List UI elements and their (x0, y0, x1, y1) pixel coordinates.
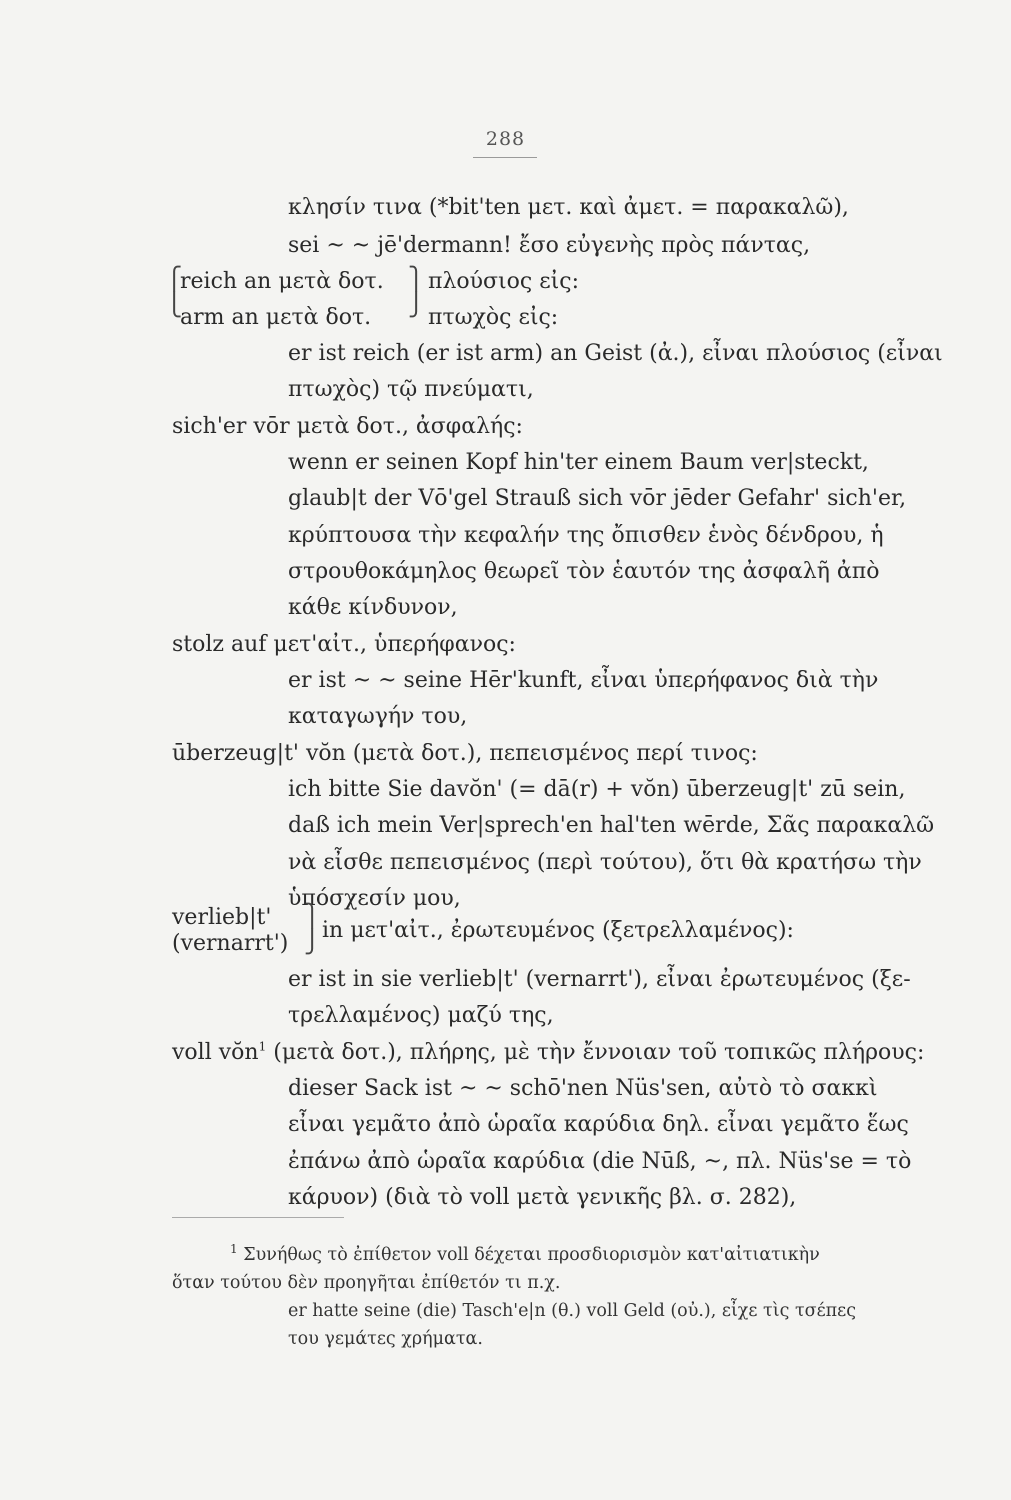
text-line: er ist reich (er ist arm) an Geist (ἀ.), εἶναι πλούσιος (εἶναι (288, 341, 943, 366)
footnote-line (230, 1244, 820, 1266)
headword-line: ūberzeug|t' vŏn (μετὰ δοτ.), πεπεισμένος περί τινος: (172, 741, 758, 766)
text-line: στρουθοκάμηλος θεωρεῖ τὸν ἑαυτόν της ἀσφαλῆ ἀπὸ (288, 559, 880, 584)
text-line: νὰ εἶσθε πεπεισμένος (περὶ τούτου), ὅτι θὰ κρατήσω τὴν (288, 850, 922, 875)
text-line: πτωχὸς εἰς: (428, 305, 559, 330)
text-line: ὑπόσχεσίν μου, (288, 886, 461, 911)
text-line: κάρυον) (διὰ τὸ voll μετὰ γενικῆς βλ. σ. 282), (288, 1185, 797, 1210)
text-line: κάθε κίνδυνον, (288, 595, 458, 620)
text-line: κρύπτουσα τὴν κεφαλήν της ὄπισθεν ἑνὸς δένδρου, ἡ (288, 523, 884, 548)
text-line: κλησίν τινα (*bit'ten μετ. καὶ ἀμετ. = παρακαλῶ), (288, 195, 849, 220)
text-line: glaub|t der Vō'gel Strauß sich vōr jēder Gefahr' sich'er, (288, 486, 907, 511)
headword-gloss: (μετὰ δοτ.), πλήρης, μὲ τὴν ἔννοιαν τοῦ τοπικῶς πλήρους: (273, 1040, 925, 1065)
headword-line: reich an μετὰ δοτ. (180, 269, 384, 294)
headword-line: sich'er vōr μετὰ δοτ., ἀσφαλής: (172, 414, 523, 439)
right-brace: ⎫ (304, 904, 321, 929)
headword-line: verlieb|t' (172, 905, 272, 930)
footnote-marker: 1 (230, 1242, 238, 1257)
text-line: dieser Sack ist ~ ~ schō'nen Nüs'sen, αὐτὸ τὸ σακκὶ (288, 1076, 878, 1101)
text-line: sei ~ ~ jē'dermann! ἔσο εὐγενὴς πρὸς πάντας, (288, 233, 811, 258)
text-line: er ist ~ ~ seine Hēr'kunft, εἶναι ὑπερήφανος διὰ τὴν (288, 668, 879, 693)
footnote-text: Συνήθως τὸ ἐπίθετον voll δέχεται προσδιορισμὸν κατ'αἰτιατικὴν (243, 1245, 820, 1265)
headword-line: (vernarrt') (172, 931, 289, 956)
text-line: ich bitte Sie davŏn' (= dā(r) + vŏn) ūberzeug|t' zū sein, (288, 777, 906, 802)
left-brace: ⎧ (166, 267, 183, 292)
headword-line: stolz auf μετ'αἰτ., ὑπερήφανος: (172, 632, 516, 657)
right-brace: ⎫ (408, 267, 425, 292)
text-line: πλούσιος εἰς: (428, 269, 579, 294)
headword-line (172, 1039, 924, 1067)
footnote-rule (172, 1217, 344, 1218)
page-number: 288 (485, 128, 526, 150)
footnote-line: του γεμάτες χρήματα. (288, 1329, 483, 1349)
text-line: καταγωγήν του, (288, 704, 468, 729)
right-brace: ⎭ (408, 293, 425, 318)
text-line: εἶναι γεμᾶτο ἀπὸ ὡραῖα καρύδια δηλ. εἶναι γεμᾶτο ἕως (288, 1112, 909, 1137)
right-brace: ⎭ (304, 930, 321, 955)
footnote-line: ὅταν τούτου δὲν προηγῆται ἐπίθετόν τι π.χ. (172, 1273, 561, 1293)
headword-line: arm an μετὰ δοτ. (180, 305, 372, 330)
page-number-rule (473, 157, 537, 158)
text-line: τρελλαμένος) μαζύ της, (288, 1003, 554, 1028)
text-line: daß ich mein Ver|sprech'en hal'ten wērde, Σᾶς παρακαλῶ (288, 813, 935, 838)
text-line: ἐπάνω ἀπὸ ὡραῖα καρύδια (die Nūß, ~, πλ. Nüs'se = τὸ (288, 1149, 912, 1174)
text-line: in μετ'αἰτ., ἐρωτευμένος (ξετρελλαμένος): (322, 918, 794, 943)
footnote-ref: 1 (258, 1039, 267, 1054)
left-brace: ⎩ (166, 293, 183, 318)
text-line: wenn er seinen Kopf hin'ter einem Baum ver|steckt, (288, 450, 869, 475)
footnote-line: er hatte seine (die) Tasch'e|n (θ.) voll Geld (οὐ.), εἶχε τὶς τσέπες (288, 1301, 857, 1321)
text-line: πτωχὸς) τῷ πνεύματι, (288, 377, 534, 402)
headword-text: voll vŏn (172, 1040, 259, 1065)
text-line: er ist in sie verlieb|t' (vernarrt'), εἶναι ἐρωτευμένος (ξε- (288, 967, 911, 992)
